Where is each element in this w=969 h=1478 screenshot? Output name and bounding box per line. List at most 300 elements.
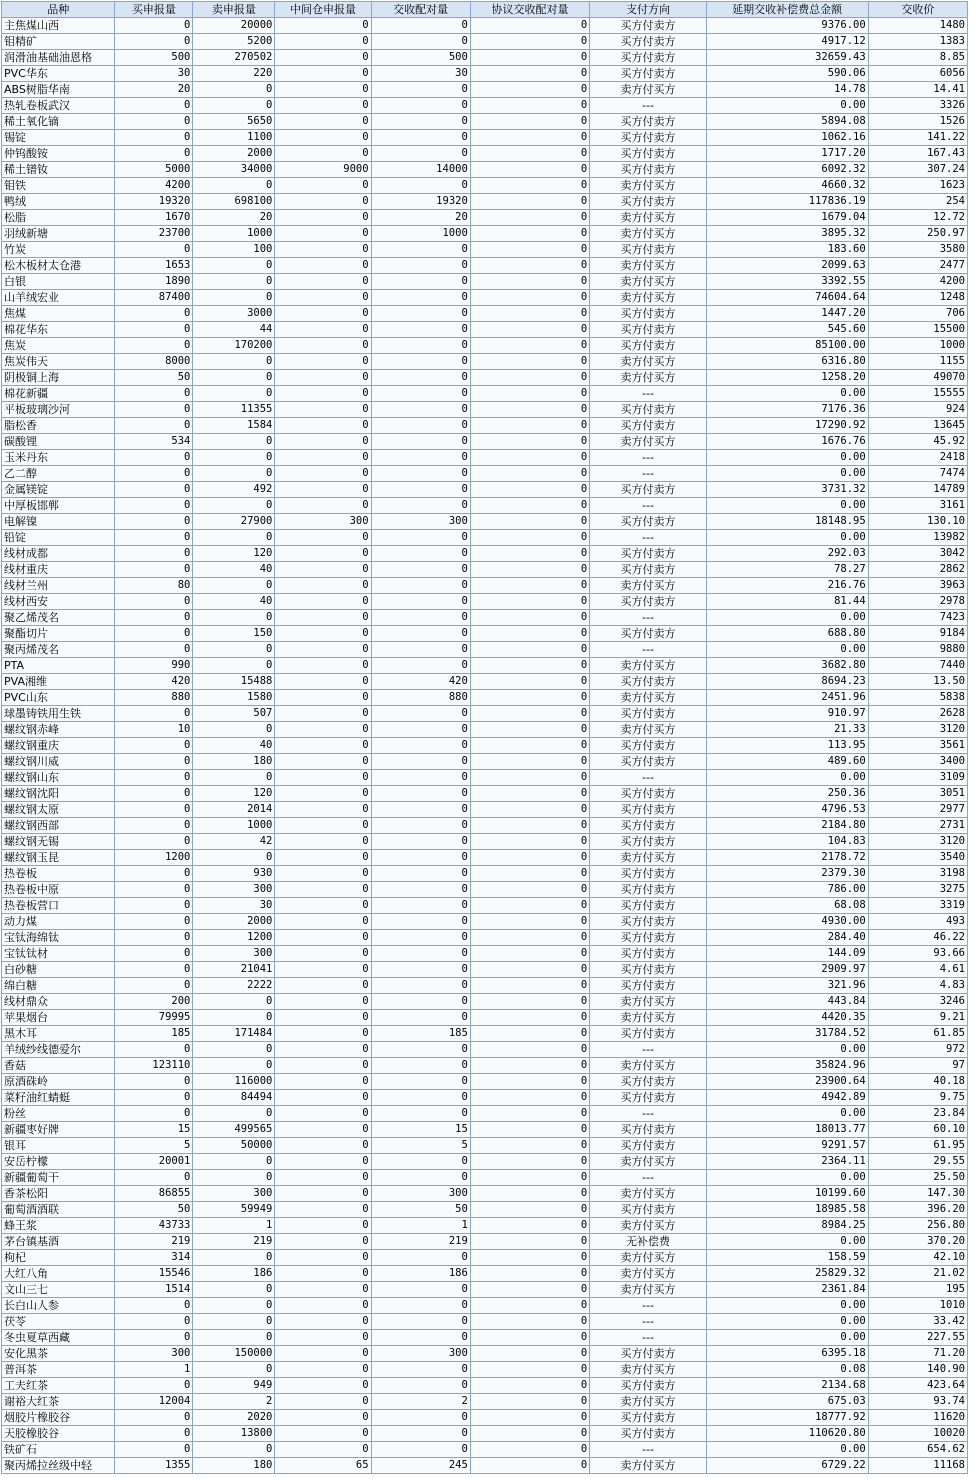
sell-qty-cell: 1000 — [193, 818, 275, 834]
table-row — [2, 1090, 968, 1106]
variety-cell: 阴极铜上海 — [2, 370, 115, 386]
matched-qty-cell: 420 — [371, 674, 470, 690]
table-row — [2, 1410, 968, 1426]
variety-cell: 蜂王浆 — [2, 1218, 115, 1234]
delivery-price-cell: 3540 — [868, 850, 967, 866]
buy-qty-cell: 0 — [115, 466, 193, 482]
sell-qty-cell: 0 — [193, 850, 275, 866]
sell-qty-cell: 2 — [193, 1394, 275, 1410]
matched-qty-cell: 0 — [371, 802, 470, 818]
agreement-matched-qty-cell: 0 — [470, 34, 589, 50]
middle-warehouse-qty-cell: 0 — [275, 1026, 371, 1042]
compensation-amount-cell: 1447.20 — [706, 306, 868, 322]
matched-qty-cell: 0 — [371, 1442, 470, 1458]
matched-qty-cell: 0 — [371, 866, 470, 882]
compensation-amount-cell: 0.00 — [706, 498, 868, 514]
delivery-price-cell: 7440 — [868, 658, 967, 674]
sell-qty-cell: 2000 — [193, 146, 275, 162]
table-row — [2, 1458, 968, 1474]
buy-qty-cell: 1200 — [115, 850, 193, 866]
agreement-matched-qty-cell: 0 — [470, 1186, 589, 1202]
compensation-amount-cell: 0.00 — [706, 466, 868, 482]
compensation-amount-cell: 110620.80 — [706, 1426, 868, 1442]
compensation-amount-cell: 250.36 — [706, 786, 868, 802]
variety-cell: 电解镍 — [2, 514, 115, 530]
matched-qty-cell: 0 — [371, 994, 470, 1010]
compensation-amount-cell: 104.83 — [706, 834, 868, 850]
sell-qty-cell: 0 — [193, 994, 275, 1010]
delivery-price-cell: 11168 — [868, 1458, 967, 1474]
matched-qty-cell: 0 — [371, 178, 470, 194]
matched-qty-cell: 0 — [371, 1170, 470, 1186]
buy-qty-cell: 200 — [115, 994, 193, 1010]
payment-direction-cell: 买方付卖方 — [590, 402, 706, 418]
matched-qty-cell: 15 — [371, 1122, 470, 1138]
compensation-amount-cell: 32659.43 — [706, 50, 868, 66]
delivery-price-cell: 2418 — [868, 450, 967, 466]
buy-qty-cell: 0 — [115, 530, 193, 546]
matched-qty-cell: 0 — [371, 1042, 470, 1058]
compensation-amount-cell: 0.00 — [706, 1442, 868, 1458]
payment-direction-cell: --- — [590, 1106, 706, 1122]
table-row — [2, 114, 968, 130]
variety-cell: 棉花新疆 — [2, 386, 115, 402]
matched-qty-cell: 0 — [371, 34, 470, 50]
variety-cell: 稀土镨钕 — [2, 162, 115, 178]
sell-qty-cell: 0 — [193, 178, 275, 194]
matched-qty-cell: 0 — [371, 1250, 470, 1266]
table-row — [2, 562, 968, 578]
payment-direction-cell: 买方付卖方 — [590, 242, 706, 258]
variety-cell: 锡锭 — [2, 130, 115, 146]
variety-cell: 安化黑茶 — [2, 1346, 115, 1362]
matched-qty-cell: 0 — [371, 962, 470, 978]
payment-direction-cell: 买方付卖方 — [590, 1138, 706, 1154]
variety-cell: 热卷板中原 — [2, 882, 115, 898]
matched-qty-cell: 0 — [371, 1090, 470, 1106]
matched-qty-cell: 500 — [371, 50, 470, 66]
compensation-amount-cell: 18148.95 — [706, 514, 868, 530]
agreement-matched-qty-cell: 0 — [470, 498, 589, 514]
table-row — [2, 546, 968, 562]
matched-qty-cell: 0 — [371, 1330, 470, 1346]
agreement-matched-qty-cell: 0 — [470, 226, 589, 242]
payment-direction-cell: --- — [590, 610, 706, 626]
agreement-matched-qty-cell: 0 — [470, 450, 589, 466]
variety-cell: 烟胶片橡胶谷 — [2, 1410, 115, 1426]
matched-qty-cell: 0 — [371, 418, 470, 434]
payment-direction-cell: 卖方付买方 — [590, 258, 706, 274]
payment-direction-cell: 卖方付买方 — [590, 1458, 706, 1474]
middle-warehouse-qty-cell: 0 — [275, 802, 371, 818]
compensation-amount-cell: 545.60 — [706, 322, 868, 338]
table-row — [2, 882, 968, 898]
table-row — [2, 594, 968, 610]
payment-direction-cell: 卖方付买方 — [590, 1010, 706, 1026]
buy-qty-cell: 123110 — [115, 1058, 193, 1074]
compensation-amount-cell: 0.00 — [706, 1330, 868, 1346]
header-delivery-price: 交收价 — [868, 2, 967, 18]
agreement-matched-qty-cell: 0 — [470, 1202, 589, 1218]
table-row — [2, 194, 968, 210]
sell-qty-cell: 0 — [193, 1298, 275, 1314]
payment-direction-cell: 买方付卖方 — [590, 946, 706, 962]
variety-cell: 碳酸锂 — [2, 434, 115, 450]
delivery-price-cell: 9184 — [868, 626, 967, 642]
compensation-amount-cell: 31784.52 — [706, 1026, 868, 1042]
payment-direction-cell: --- — [590, 450, 706, 466]
table-row — [2, 210, 968, 226]
payment-direction-cell: 买方付卖方 — [590, 418, 706, 434]
buy-qty-cell: 0 — [115, 914, 193, 930]
sell-qty-cell: 20 — [193, 210, 275, 226]
variety-cell: 葡萄酒酒联 — [2, 1202, 115, 1218]
sell-qty-cell: 20000 — [193, 18, 275, 34]
compensation-amount-cell: 0.00 — [706, 1170, 868, 1186]
matched-qty-cell: 0 — [371, 322, 470, 338]
matched-qty-cell: 0 — [371, 786, 470, 802]
payment-direction-cell: 买方付卖方 — [590, 834, 706, 850]
matched-qty-cell: 0 — [371, 642, 470, 658]
sell-qty-cell: 930 — [193, 866, 275, 882]
middle-warehouse-qty-cell: 0 — [275, 770, 371, 786]
delivery-price-cell: 7474 — [868, 466, 967, 482]
delivery-price-cell: 2731 — [868, 818, 967, 834]
variety-cell: 热轧卷板武汉 — [2, 98, 115, 114]
compensation-amount-cell: 2099.63 — [706, 258, 868, 274]
middle-warehouse-qty-cell: 0 — [275, 1346, 371, 1362]
sell-qty-cell: 499565 — [193, 1122, 275, 1138]
payment-direction-cell: 买方付卖方 — [590, 1074, 706, 1090]
middle-warehouse-qty-cell: 0 — [275, 706, 371, 722]
sell-qty-cell: 40 — [193, 594, 275, 610]
variety-cell: 长白山人参 — [2, 1298, 115, 1314]
payment-direction-cell: 买方付卖方 — [590, 546, 706, 562]
matched-qty-cell: 186 — [371, 1266, 470, 1282]
table-row — [2, 354, 968, 370]
middle-warehouse-qty-cell: 0 — [275, 818, 371, 834]
variety-cell: 线材成都 — [2, 546, 115, 562]
middle-warehouse-qty-cell: 0 — [275, 882, 371, 898]
delivery-price-cell: 141.22 — [868, 130, 967, 146]
table-row — [2, 578, 968, 594]
buy-qty-cell: 0 — [115, 786, 193, 802]
delivery-price-cell: 13982 — [868, 530, 967, 546]
delivery-price-cell: 45.92 — [868, 434, 967, 450]
buy-qty-cell: 1 — [115, 1362, 193, 1378]
payment-direction-cell: 买方付卖方 — [590, 50, 706, 66]
buy-qty-cell: 0 — [115, 1170, 193, 1186]
payment-direction-cell: 买方付卖方 — [590, 130, 706, 146]
payment-direction-cell: 卖方付买方 — [590, 290, 706, 306]
sell-qty-cell: 5200 — [193, 34, 275, 50]
header-agreement-matched-qty: 协议交收配对量 — [470, 2, 589, 18]
agreement-matched-qty-cell: 0 — [470, 786, 589, 802]
sell-qty-cell: 300 — [193, 882, 275, 898]
delivery-price-cell: 7423 — [868, 610, 967, 626]
matched-qty-cell: 20 — [371, 210, 470, 226]
table-row — [2, 786, 968, 802]
payment-direction-cell: 卖方付买方 — [590, 210, 706, 226]
matched-qty-cell: 0 — [371, 754, 470, 770]
sell-qty-cell: 2014 — [193, 802, 275, 818]
sell-qty-cell: 0 — [193, 274, 275, 290]
sell-qty-cell: 0 — [193, 1010, 275, 1026]
compensation-amount-cell: 910.97 — [706, 706, 868, 722]
sell-qty-cell: 0 — [193, 1042, 275, 1058]
table-row — [2, 866, 968, 882]
payment-direction-cell: 卖方付买方 — [590, 1394, 706, 1410]
compensation-amount-cell: 2361.84 — [706, 1282, 868, 1298]
buy-qty-cell: 43733 — [115, 1218, 193, 1234]
table-row — [2, 850, 968, 866]
variety-cell: 螺纹钢西部 — [2, 818, 115, 834]
buy-qty-cell: 420 — [115, 674, 193, 690]
variety-cell: 宝钛钛材 — [2, 946, 115, 962]
middle-warehouse-qty-cell: 0 — [275, 354, 371, 370]
sell-qty-cell: 0 — [193, 1170, 275, 1186]
variety-cell: 银耳 — [2, 1138, 115, 1154]
delivery-price-cell: 60.10 — [868, 1122, 967, 1138]
middle-warehouse-qty-cell: 0 — [275, 866, 371, 882]
agreement-matched-qty-cell: 0 — [470, 1394, 589, 1410]
variety-cell: 新疆葡萄干 — [2, 1170, 115, 1186]
middle-warehouse-qty-cell: 0 — [275, 338, 371, 354]
agreement-matched-qty-cell: 0 — [470, 482, 589, 498]
sell-qty-cell: 0 — [193, 434, 275, 450]
variety-cell: 螺纹钢玉昆 — [2, 850, 115, 866]
payment-direction-cell: 卖方付买方 — [590, 1266, 706, 1282]
buy-qty-cell: 8000 — [115, 354, 193, 370]
buy-qty-cell: 0 — [115, 1410, 193, 1426]
delivery-price-cell: 3161 — [868, 498, 967, 514]
delivery-price-cell: 71.20 — [868, 1346, 967, 1362]
variety-cell: 螺纹钢太原 — [2, 802, 115, 818]
variety-cell: 仲钨酸铵 — [2, 146, 115, 162]
buy-qty-cell: 0 — [115, 450, 193, 466]
delivery-price-cell: 3275 — [868, 882, 967, 898]
delivery-price-cell: 493 — [868, 914, 967, 930]
table-row — [2, 338, 968, 354]
payment-direction-cell: 卖方付买方 — [590, 722, 706, 738]
agreement-matched-qty-cell: 0 — [470, 1026, 589, 1042]
compensation-amount-cell: 8694.23 — [706, 674, 868, 690]
payment-direction-cell: 买方付卖方 — [590, 146, 706, 162]
agreement-matched-qty-cell: 0 — [470, 690, 589, 706]
payment-direction-cell: 买方付卖方 — [590, 306, 706, 322]
delivery-price-cell: 370.20 — [868, 1234, 967, 1250]
buy-qty-cell: 5 — [115, 1138, 193, 1154]
delivery-price-cell: 3042 — [868, 546, 967, 562]
sell-qty-cell: 42 — [193, 834, 275, 850]
table-row — [2, 98, 968, 114]
compensation-amount-cell: 4796.53 — [706, 802, 868, 818]
agreement-matched-qty-cell: 0 — [470, 242, 589, 258]
compensation-amount-cell: 0.00 — [706, 770, 868, 786]
sell-qty-cell: 44 — [193, 322, 275, 338]
variety-cell: 香菇 — [2, 1058, 115, 1074]
agreement-matched-qty-cell: 0 — [470, 706, 589, 722]
buy-qty-cell: 10 — [115, 722, 193, 738]
agreement-matched-qty-cell: 0 — [470, 338, 589, 354]
variety-cell: 山羊绒宏业 — [2, 290, 115, 306]
agreement-matched-qty-cell: 0 — [470, 1378, 589, 1394]
compensation-amount-cell: 21.33 — [706, 722, 868, 738]
matched-qty-cell: 0 — [371, 1362, 470, 1378]
middle-warehouse-qty-cell: 0 — [275, 290, 371, 306]
matched-qty-cell: 0 — [371, 274, 470, 290]
buy-qty-cell: 0 — [115, 642, 193, 658]
middle-warehouse-qty-cell: 0 — [275, 274, 371, 290]
payment-direction-cell: --- — [590, 386, 706, 402]
middle-warehouse-qty-cell: 0 — [275, 98, 371, 114]
buy-qty-cell: 0 — [115, 1314, 193, 1330]
middle-warehouse-qty-cell: 0 — [275, 578, 371, 594]
table-row — [2, 1266, 968, 1282]
table-row — [2, 1234, 968, 1250]
agreement-matched-qty-cell: 0 — [470, 1154, 589, 1170]
table-row — [2, 82, 968, 98]
middle-warehouse-qty-cell: 0 — [275, 1314, 371, 1330]
payment-direction-cell: 卖方付买方 — [590, 1058, 706, 1074]
table-row — [2, 530, 968, 546]
payment-direction-cell: 买方付卖方 — [590, 674, 706, 690]
sell-qty-cell: 949 — [193, 1378, 275, 1394]
delivery-price-cell: 13645 — [868, 418, 967, 434]
variety-cell: 竹炭 — [2, 242, 115, 258]
sell-qty-cell: 507 — [193, 706, 275, 722]
variety-cell: 热卷板 — [2, 866, 115, 882]
delivery-price-cell: 2978 — [868, 594, 967, 610]
agreement-matched-qty-cell: 0 — [470, 354, 589, 370]
table-row — [2, 1042, 968, 1058]
payment-direction-cell: 买方付卖方 — [590, 626, 706, 642]
buy-qty-cell: 0 — [115, 930, 193, 946]
matched-qty-cell: 0 — [371, 498, 470, 514]
payment-direction-cell: 卖方付买方 — [590, 658, 706, 674]
compensation-amount-cell: 0.00 — [706, 1314, 868, 1330]
matched-qty-cell: 185 — [371, 1026, 470, 1042]
middle-warehouse-qty-cell: 0 — [275, 722, 371, 738]
agreement-matched-qty-cell: 0 — [470, 114, 589, 130]
compensation-amount-cell: 85100.00 — [706, 338, 868, 354]
matched-qty-cell: 2 — [371, 1394, 470, 1410]
table-row — [2, 1074, 968, 1090]
delivery-price-cell: 2862 — [868, 562, 967, 578]
payment-direction-cell: 卖方付买方 — [590, 1154, 706, 1170]
table-row — [2, 1250, 968, 1266]
header-compensation-amount: 延期交收补偿费总金额 — [706, 2, 868, 18]
delivery-table — [1, 1, 968, 1474]
payment-direction-cell: --- — [590, 1042, 706, 1058]
matched-qty-cell: 0 — [371, 258, 470, 274]
variety-cell: 螺纹钢川威 — [2, 754, 115, 770]
agreement-matched-qty-cell: 0 — [470, 1346, 589, 1362]
matched-qty-cell: 0 — [371, 850, 470, 866]
compensation-amount-cell: 2134.68 — [706, 1378, 868, 1394]
matched-qty-cell: 0 — [371, 546, 470, 562]
compensation-amount-cell: 18985.58 — [706, 1202, 868, 1218]
table-row — [2, 802, 968, 818]
sell-qty-cell: 0 — [193, 498, 275, 514]
sell-qty-cell: 150 — [193, 626, 275, 642]
table-row — [2, 1346, 968, 1362]
agreement-matched-qty-cell: 0 — [470, 290, 589, 306]
delivery-price-cell: 1480 — [868, 18, 967, 34]
middle-warehouse-qty-cell: 0 — [275, 786, 371, 802]
sell-qty-cell: 300 — [193, 946, 275, 962]
sell-qty-cell: 0 — [193, 1442, 275, 1458]
compensation-amount-cell: 4917.12 — [706, 34, 868, 50]
matched-qty-cell: 0 — [371, 130, 470, 146]
agreement-matched-qty-cell: 0 — [470, 418, 589, 434]
buy-qty-cell: 0 — [115, 1298, 193, 1314]
variety-cell: 普洱茶 — [2, 1362, 115, 1378]
compensation-amount-cell: 25829.32 — [706, 1266, 868, 1282]
delivery-price-cell: 654.62 — [868, 1442, 967, 1458]
compensation-amount-cell: 675.03 — [706, 1394, 868, 1410]
delivery-price-cell: 29.55 — [868, 1154, 967, 1170]
table-row — [2, 978, 968, 994]
buy-qty-cell: 15 — [115, 1122, 193, 1138]
agreement-matched-qty-cell: 0 — [470, 882, 589, 898]
compensation-amount-cell: 68.08 — [706, 898, 868, 914]
variety-cell: 球墨铸铁用生铁 — [2, 706, 115, 722]
middle-warehouse-qty-cell: 0 — [275, 482, 371, 498]
delivery-price-cell: 3120 — [868, 722, 967, 738]
matched-qty-cell: 0 — [371, 914, 470, 930]
table-row — [2, 1138, 968, 1154]
middle-warehouse-qty-cell: 0 — [275, 1138, 371, 1154]
sell-qty-cell: 116000 — [193, 1074, 275, 1090]
buy-qty-cell: 0 — [115, 114, 193, 130]
table-row — [2, 674, 968, 690]
table-row — [2, 498, 968, 514]
buy-qty-cell: 500 — [115, 50, 193, 66]
compensation-amount-cell: 14.78 — [706, 82, 868, 98]
middle-warehouse-qty-cell: 0 — [275, 1298, 371, 1314]
variety-cell: 天胶橡胶谷 — [2, 1426, 115, 1442]
buy-qty-cell: 0 — [115, 1442, 193, 1458]
buy-qty-cell: 0 — [115, 946, 193, 962]
delivery-price-cell: 227.55 — [868, 1330, 967, 1346]
variety-cell: 主焦煤山西 — [2, 18, 115, 34]
agreement-matched-qty-cell: 0 — [470, 930, 589, 946]
matched-qty-cell: 5 — [371, 1138, 470, 1154]
table-row — [2, 242, 968, 258]
buy-qty-cell: 0 — [115, 626, 193, 642]
middle-warehouse-qty-cell: 0 — [275, 690, 371, 706]
payment-direction-cell: 卖方付买方 — [590, 434, 706, 450]
variety-cell: 中厚板邯郸 — [2, 498, 115, 514]
agreement-matched-qty-cell: 0 — [470, 1266, 589, 1282]
sell-qty-cell: 0 — [193, 1154, 275, 1170]
variety-cell: PVA湘维 — [2, 674, 115, 690]
middle-warehouse-qty-cell: 0 — [275, 930, 371, 946]
table-row — [2, 1362, 968, 1378]
sell-qty-cell: 0 — [193, 722, 275, 738]
matched-qty-cell: 0 — [371, 1426, 470, 1442]
compensation-amount-cell: 10199.60 — [706, 1186, 868, 1202]
matched-qty-cell: 0 — [371, 578, 470, 594]
sell-qty-cell: 0 — [193, 1250, 275, 1266]
compensation-amount-cell: 284.40 — [706, 930, 868, 946]
agreement-matched-qty-cell: 0 — [470, 1042, 589, 1058]
delivery-price-cell: 147.30 — [868, 1186, 967, 1202]
payment-direction-cell: 买方付卖方 — [590, 786, 706, 802]
matched-qty-cell: 0 — [371, 354, 470, 370]
middle-warehouse-qty-cell: 0 — [275, 610, 371, 626]
